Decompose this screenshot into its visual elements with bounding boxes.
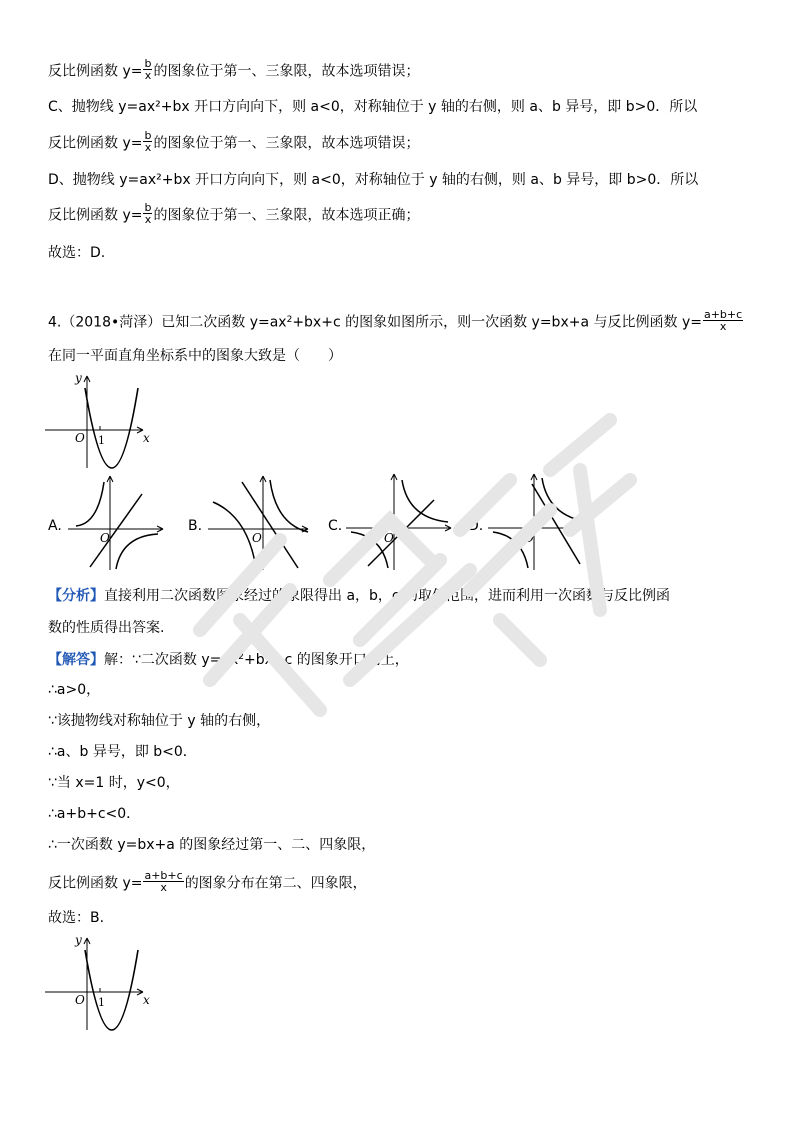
text: 的图象位于第一、三象限，故本选项错误；	[153, 63, 420, 80]
text: 反比例函数 y=	[48, 207, 143, 224]
prev-d-line1: D、抛物线 y=ax²+bx 开口方向向下，则 a<0，对称轴位于 y 轴的右侧，则 a、b 异号，即 b>0．所以	[48, 172, 699, 188]
solution-choose: 故选：B.	[48, 910, 105, 926]
prev-d-line2	[48, 201, 420, 226]
parabola-curve	[85, 388, 138, 468]
fraction	[143, 58, 152, 81]
text: +bx+c 的图象开口向上，	[243, 652, 409, 668]
solution-line6: ∴a+b+c<0．	[48, 806, 141, 822]
solution-line4: ∴a、b 异号，即 b<0．	[48, 744, 197, 760]
svg-text:x: x	[143, 993, 150, 1007]
analysis-line2: 数的性质得出答案.	[48, 620, 165, 636]
analysis-line1	[48, 586, 670, 608]
option-b-graph[interactable]	[208, 472, 312, 572]
parabola-figure	[45, 368, 155, 470]
hyperbola-branch-left	[213, 502, 256, 568]
hyperbola-branch-lower	[351, 532, 388, 568]
q4-stem-line1	[48, 308, 744, 333]
svg-text:O: O	[100, 531, 110, 545]
fraction	[143, 130, 152, 153]
option-d-label[interactable]: D.	[468, 518, 484, 534]
option-a-label[interactable]: A.	[48, 518, 62, 534]
text: 直接利用二次函数图象经过的象限得出 a，b，c 的取值范围，进而利用一次函数与反比例函	[104, 588, 671, 604]
text: 解：∵二次函数 y=ax	[104, 652, 239, 668]
y-label: y	[75, 371, 82, 385]
svg-text:O: O	[524, 531, 534, 545]
q4-stem-line2: 在同一平面直角坐标系中的图象大致是（ ）	[48, 348, 342, 364]
prev-choose: 故选：D.	[48, 245, 106, 261]
fraction	[703, 309, 743, 332]
solution-line8	[48, 869, 367, 894]
svg-text:O: O	[75, 993, 85, 1007]
frac-num: a+b+c	[703, 308, 743, 321]
superscript: 2	[286, 314, 293, 325]
option-c-label[interactable]: C.	[328, 518, 343, 534]
superscript: 2	[238, 652, 244, 662]
solution-parabola-figure	[45, 930, 155, 1032]
frac-num: b	[144, 201, 152, 214]
text: 反比例函数 y=	[48, 63, 143, 80]
hyperbola-branch-lower	[116, 534, 158, 569]
text: 反比例函数 y=	[48, 135, 143, 152]
one-label: 1	[98, 434, 105, 447]
svg-text:x: x	[586, 529, 593, 543]
parabola-curve	[85, 950, 138, 1030]
option-c-graph[interactable]	[346, 468, 456, 572]
fraction	[143, 870, 183, 893]
svg-text:1: 1	[98, 996, 105, 1009]
line-graph	[368, 500, 434, 566]
hyperbola-branch-lower	[493, 532, 528, 568]
text: 的图象位于第一、三象限，故本选项正确；	[153, 207, 420, 224]
text: 4.（2018•菏泽）已知二次函数 y=ax	[48, 314, 287, 331]
text: +bx+c 的图象如图所示，则一次函数 y=bx+a 与反比例函数 y=	[292, 314, 702, 331]
frac-den: x	[160, 881, 167, 894]
frac-den: x	[144, 69, 152, 82]
hyperbola-branch-upper	[402, 480, 448, 522]
solution-line7: ∴一次函数 y=bx+a 的图象经过第一、二、四象限，	[48, 837, 376, 853]
analysis-tag: 【分析】	[48, 588, 104, 604]
prev-c-line1: C、抛物线 y=ax²+bx 开口方向向下，则 a<0，对称轴位于 y 轴的右侧，则 a、b 异号，即 b>0．所以	[48, 99, 698, 115]
solution-tag: 【解答】	[48, 652, 104, 668]
solution-line1	[48, 650, 409, 672]
svg-text:O: O	[252, 531, 262, 545]
origin-label: O	[75, 431, 85, 445]
hyperbola-branch-right	[270, 480, 308, 532]
svg-text:y: y	[75, 933, 82, 947]
hyperbola-branch-upper	[542, 478, 588, 522]
hyperbola-branch-upper	[76, 482, 104, 526]
text: 反比例函数 y=	[48, 875, 143, 892]
solution-line2: ∴a>0，	[48, 682, 101, 698]
frac-num: b	[144, 57, 152, 70]
prev-b-line	[48, 57, 420, 82]
prev-c-line2	[48, 129, 420, 154]
svg-text:O: O	[384, 531, 394, 545]
frac-num: b	[144, 129, 152, 142]
frac-num: a+b+c	[144, 869, 183, 882]
line-graph	[242, 482, 298, 568]
option-a-graph[interactable]	[68, 472, 168, 572]
fraction	[143, 202, 152, 225]
text: 的图象位于第一、三象限，故本选项错误；	[153, 135, 420, 152]
frac-den: x	[719, 320, 727, 333]
frac-den: x	[144, 213, 152, 226]
x-label: x	[143, 431, 150, 445]
frac-den: x	[144, 141, 152, 154]
solution-line3: ∵该抛物线对称轴位于 y 轴的右侧，	[48, 713, 271, 729]
line-graph	[532, 484, 580, 564]
solution-line5: ∵当 x=1 时，y<0，	[48, 775, 180, 791]
text: 的图象分布在第二、四象限，	[184, 875, 367, 892]
option-b-label[interactable]: B.	[188, 518, 203, 534]
option-d-graph[interactable]	[488, 468, 598, 572]
